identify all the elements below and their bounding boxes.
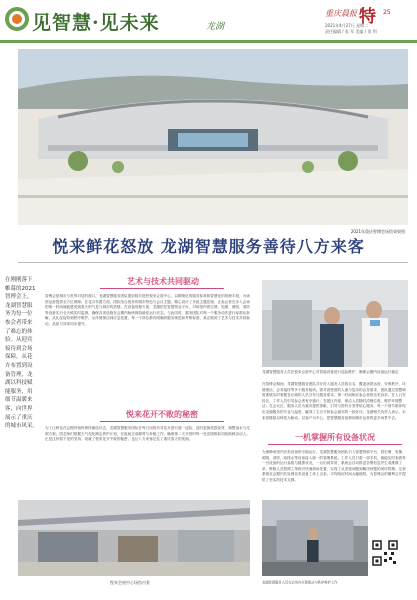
masthead-rule [0, 40, 417, 43]
intro-text: 在刚刚落下 帷幕的2021 智博会上， 龙湖智慧服 务为每一位 参会者带来 了难忘的体 验。从迎宾 接待到会场 保障，从花 卉布置到设 备管理，龙 湖以科技赋 能服务，用 细节温暖来 客，向世界 展示了重庆 的城市风采。 [5, 277, 39, 430]
special-label: 特 [359, 7, 376, 27]
section-rule-devices [268, 444, 402, 445]
paper-name: 重庆晨报 [325, 9, 357, 18]
qr-code-icon [372, 540, 398, 566]
editor-line: 责任编辑 / 张 军 美编 / 贺 利 [325, 29, 377, 34]
hero-aerial-photo [18, 49, 408, 225]
intro-column [5, 276, 39, 431]
masthead [0, 0, 417, 40]
cleaning-staff-photo [262, 500, 368, 576]
devices-body: 为保障场馆内各类设备的平稳运行，龙湖智慧服务团队引入智慧物联平台，将空调、电梯、照明、消防、给排水等设备接入统一的管理系统。工作人员只需一部手机，就能实时查看每一台设备的运行参数与健康状况，一旦出现异常，系统会自动推送告警信息并生成维修工单，维修人员按照工单指引快速到场处置，实现了从发现问题到解决问题的闭环管理。这套系统在会期内共处理各类设备工单上百条，平均响应时间大幅缩短，为智博会的顺利召开提供了坚实的技术支撑。 [262, 450, 406, 482]
section-rule-art-tech [100, 288, 224, 289]
page-number: 25 [383, 9, 391, 16]
inspection-photo-caption: 龙湖智慧服务人员在悦来会展中心对智能设备进行巡检维护，确保会期内设备运行稳定 [262, 370, 399, 374]
venue-interior-photo [18, 500, 250, 576]
inspection-photo [262, 280, 408, 367]
art-tech-body: 智博会是城市与世界对话的窗口，龙湖智慧服务团队提前数月进驻悦来会展中心，以精细化的服务标准和智慧化的管理手段，为场馆运营提供全方位保障。在花卉布置方面，团队结合悦来的城市特色与会议主题，精心设计了多组主题花境，让参会者在步入会场的第一时间就能感受到春天的气息与城市的热情。在设备管理方面，龙湖依托智慧物业平台，对场馆内的空调、电梯、照明、消防等设备实行全天候实时监测，确保各项设施在会期内始终保持最佳运行状态。与此同时，服务团队对每一个服务动作进行标准化拆解，从礼仪接待到秩序维护，从环境保洁到应急处置，每一个岗位都有明确的服务规范和考核标准，真正做到了艺术与技术共同驱动、品质与效率同步提升。 [45, 294, 250, 326]
section-subtitle: 龙湖 [206, 22, 225, 32]
main-headline: 悦来鲜花怒放 龙湖智慧服务善待八方来客 [52, 237, 365, 256]
section-heading-art-tech: 艺术与技术共同驱动 [127, 277, 199, 286]
date-line: 2021年4月27日 星期二 [325, 23, 369, 28]
section-title: 见智慧·见未来 [32, 12, 160, 34]
smart-expo-logo-icon [4, 6, 30, 32]
flowers-body: 为了让鲜花在会期内始终保持最佳状态，龙湖智慧服务团队在每日闭馆后对花卉进行逐一巡检，及时更换受损花材，调整浇水与光照方案。园艺师们根据天气变化制定养护计划，在夜间完成修剪与补植工作，确保第二天开馆时每一处花境都如初绽般鲜活动人。正是这份看不见的坚持，成就了悦来花开不败的秘密，也让八方来客记住了重庆春天的美丽。 [45, 426, 250, 442]
section-heading-devices: 一机掌握所有设备状况 [295, 433, 375, 442]
section-heading-flowers: 悦来花开不败的秘密 [126, 410, 198, 419]
cleaning-staff-caption: 龙湖智慧服务人员在会场内开展保洁与秩序维护工作 [262, 580, 338, 585]
service-body: 在智博会期间，龙湖智慧服务团队共计投入服务人员数百名，覆盖场馆运营、安保秩序、环境保洁、会务接待等多个服务板块。面对高密度的人流与复杂的会务需求，团队通过智慧调度系统实时掌握各区域的人员分布与服务需求，第一时间响应参会者的各类诉求。在入口安检区，工作人员引导参会者有序通行；在展区内部，保洁人员随时清理垃圾、维护环境整洁；在会议区，服务人员为嘉宾提供茶歇、引导与资料分发等贴心服务。每一个细节都体现出龙湖服务的专业与温度，赢得了主办方和参会嘉宾的一致好评。龙湖相关负责人表示，未来将继续以科技为驱动、以客户为中心，把智慧服务延伸到城市运营的更多场景中去。 [262, 382, 406, 420]
section-rule-flowers [100, 421, 224, 422]
headline-rule [18, 262, 408, 263]
venue-interior-caption: 悦来会展中心场馆内景 [110, 580, 150, 585]
hero-caption: 2021年重庆智博会场馆效果图 [350, 229, 405, 234]
masthead-info [325, 4, 413, 38]
